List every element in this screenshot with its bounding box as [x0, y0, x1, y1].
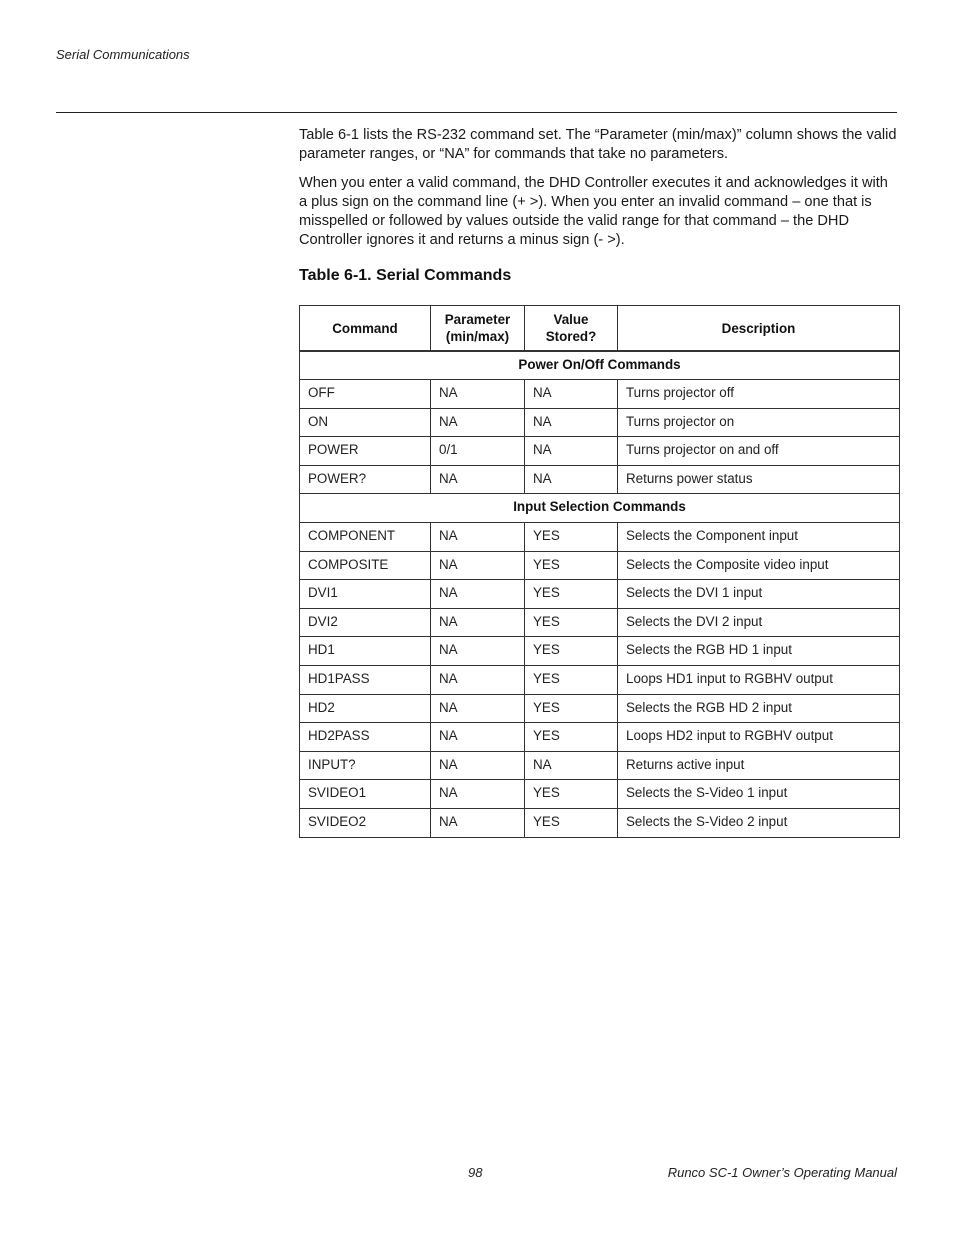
parameter-cell: NA: [431, 523, 525, 552]
description-cell: Selects the DVI 2 input: [618, 608, 900, 637]
parameter-cell: NA: [431, 780, 525, 809]
table-row: [300, 523, 900, 552]
command-cell: SVIDEO1: [300, 780, 431, 809]
value-stored-cell: YES: [525, 694, 618, 723]
section-header-row: [300, 351, 900, 380]
parameter-cell: NA: [431, 809, 525, 838]
command-cell: ON: [300, 408, 431, 437]
parameter-cell: NA: [431, 408, 525, 437]
section-header-row: [300, 494, 900, 523]
value-stored-cell: YES: [525, 666, 618, 695]
table-row: [300, 437, 900, 466]
parameter-cell: NA: [431, 608, 525, 637]
running-header: Serial Communications: [56, 47, 190, 62]
value-stored-cell: YES: [525, 551, 618, 580]
command-cell: HD1PASS: [300, 666, 431, 695]
table-header-row: [300, 306, 900, 352]
table-row: [300, 608, 900, 637]
value-stored-cell: YES: [525, 637, 618, 666]
value-stored-cell: YES: [525, 523, 618, 552]
description-cell: Selects the RGB HD 1 input: [618, 637, 900, 666]
value-stored-cell: YES: [525, 608, 618, 637]
description-cell: Selects the S-Video 1 input: [618, 780, 900, 809]
description-cell: Selects the Composite video input: [618, 551, 900, 580]
table-row: [300, 551, 900, 580]
table-row: [300, 408, 900, 437]
intro-paragraph: Table 6-1 lists the RS-232 command set. The “Parameter (min/max)” column shows the valid parameter ranges, or “NA” for commands that take no parameters.: [299, 127, 897, 162]
parameter-cell: NA: [431, 666, 525, 695]
description-cell: Loops HD1 input to RGBHV output: [618, 666, 900, 695]
value-stored-cell: NA: [525, 437, 618, 466]
command-behavior-paragraph: When you enter a valid command, the DHD Controller executes it and acknowledges it with a plus sign on the command line (+ >). When you enter an invalid command – one that is misspelled or followed by values outside the valid range for that command – the DHD Controller ignores it and returns a minus sign (- >).: [299, 175, 888, 248]
value-stored-cell: YES: [525, 580, 618, 609]
value-stored-cell: NA: [525, 408, 618, 437]
main-content: [299, 126, 899, 838]
column-header-description: Description: [618, 306, 900, 352]
parameter-cell: NA: [431, 723, 525, 752]
command-cell: HD2: [300, 694, 431, 723]
parameter-cell: NA: [431, 580, 525, 609]
table-row: [300, 580, 900, 609]
value-stored-cell: YES: [525, 723, 618, 752]
table-body: [300, 351, 900, 837]
column-header-value-stored: Value Stored?: [525, 306, 618, 352]
page-number: 98: [468, 1165, 483, 1180]
table-row: [300, 666, 900, 695]
command-cell: DVI1: [300, 580, 431, 609]
command-cell: INPUT?: [300, 751, 431, 780]
command-cell: HD1: [300, 637, 431, 666]
parameter-cell: NA: [431, 637, 525, 666]
command-cell: POWER?: [300, 465, 431, 494]
parameter-cell: NA: [431, 694, 525, 723]
command-cell: SVIDEO2: [300, 809, 431, 838]
column-header-parameter: Parameter (min/max): [431, 306, 525, 352]
description-cell: Returns active input: [618, 751, 900, 780]
description-cell: Turns projector on: [618, 408, 900, 437]
command-cell: COMPOSITE: [300, 551, 431, 580]
table-row: [300, 751, 900, 780]
serial-commands-table: [299, 305, 900, 838]
description-cell: Loops HD2 input to RGBHV output: [618, 723, 900, 752]
table-row: [300, 780, 900, 809]
parameter-cell: NA: [431, 551, 525, 580]
parameter-cell: NA: [431, 380, 525, 409]
command-cell: OFF: [300, 380, 431, 409]
command-cell: DVI2: [300, 608, 431, 637]
value-stored-cell: YES: [525, 780, 618, 809]
description-cell: Selects the DVI 1 input: [618, 580, 900, 609]
command-cell: POWER: [300, 437, 431, 466]
parameter-cell: NA: [431, 465, 525, 494]
description-cell: Selects the S-Video 2 input: [618, 809, 900, 838]
table-caption: Table 6-1. Serial Commands: [299, 267, 512, 284]
value-stored-cell: NA: [525, 751, 618, 780]
table-row: [300, 694, 900, 723]
command-cell: COMPONENT: [300, 523, 431, 552]
value-stored-cell: NA: [525, 465, 618, 494]
table-row: [300, 809, 900, 838]
section-title: Power On/Off Commands: [300, 351, 900, 380]
description-cell: Returns power status: [618, 465, 900, 494]
value-stored-cell: NA: [525, 380, 618, 409]
description-cell: Turns projector on and off: [618, 437, 900, 466]
table-row: [300, 723, 900, 752]
column-header-command: Command: [300, 306, 431, 352]
table-row: [300, 637, 900, 666]
header-divider: [56, 112, 897, 113]
parameter-cell: NA: [431, 751, 525, 780]
description-cell: Selects the RGB HD 2 input: [618, 694, 900, 723]
section-title: Input Selection Commands: [300, 494, 900, 523]
table-row: [300, 465, 900, 494]
description-cell: Turns projector off: [618, 380, 900, 409]
description-cell: Selects the Component input: [618, 523, 900, 552]
table-row: [300, 380, 900, 409]
parameter-cell: 0/1: [431, 437, 525, 466]
value-stored-cell: YES: [525, 809, 618, 838]
manual-title: Runco SC-1 Owner’s Operating Manual: [667, 1165, 897, 1180]
command-cell: HD2PASS: [300, 723, 431, 752]
